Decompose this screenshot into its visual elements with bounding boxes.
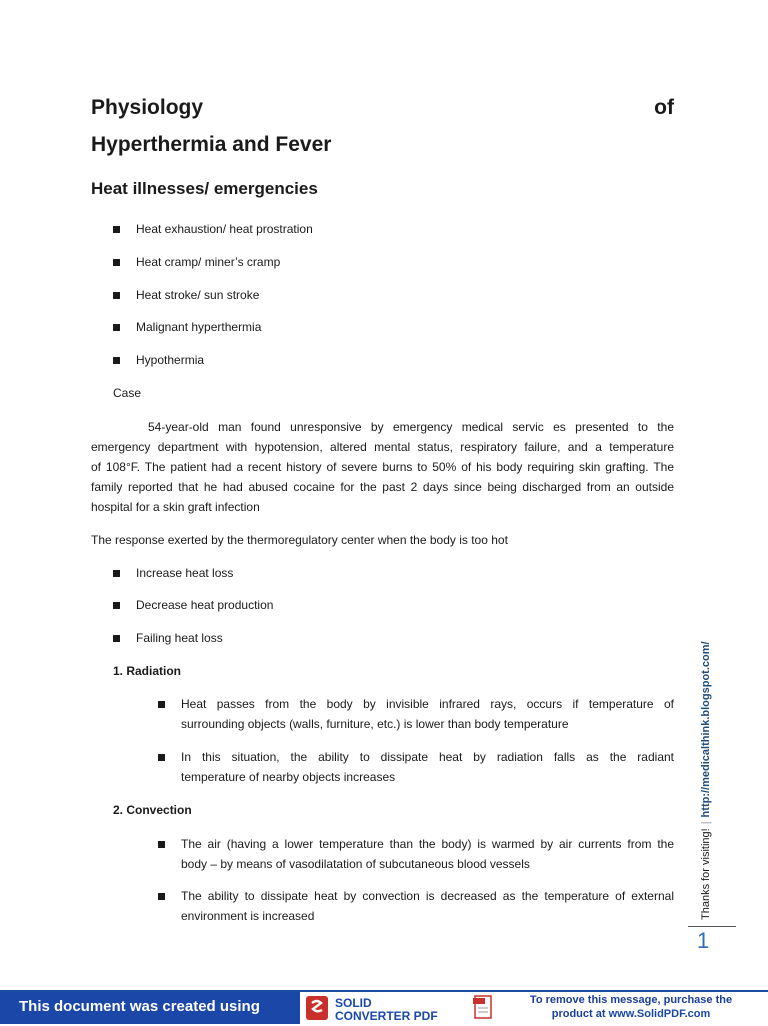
banner-right-line1: To remove this message, purchase the (529, 994, 733, 1006)
sidebar-url-link[interactable]: http://medicalthink.blogspot.com/ (700, 641, 712, 818)
case-line: emergency department with hypotension, altered mental status, respiratory failure, and a temperature (91, 440, 674, 454)
bullet-square (158, 754, 165, 761)
radiation-point (181, 747, 674, 787)
bullet-square (158, 893, 165, 900)
sidebar-separator: | (700, 821, 712, 825)
convection-point-line: The air (having a lower temperature than the body) is warmed by air currents from the (181, 837, 674, 851)
case-line: 54-year-old man found unresponsive by emergency medical servic es presented to the (148, 420, 674, 434)
list-item: Heat stroke/ sun stroke (136, 288, 260, 302)
response-intro: The response exerted by the thermoregulatory center when the body is too hot (91, 533, 508, 547)
page-number: 1 (697, 928, 710, 953)
bullet-square (158, 701, 165, 708)
radiation-heading: 1. Radiation (113, 664, 182, 678)
bullet-square (113, 324, 120, 331)
bullet-square (113, 259, 120, 266)
page-title-line-1 (91, 96, 674, 120)
bullet-square (158, 841, 165, 848)
case-paragraph (91, 417, 674, 517)
convection-point (181, 834, 674, 874)
section-heading: Heat illnesses/ emergencies (91, 179, 318, 198)
sidebar-thanks: Thanks for visiting! (700, 828, 712, 920)
bullet-square (113, 357, 120, 364)
convection-point (181, 886, 674, 926)
banner-right-line2 (505, 1007, 757, 1021)
radiation-point-line: surrounding objects (walls, furniture, etc.) is lower than body temperature (181, 717, 569, 731)
convection-point-line: body – by means of vasodilatation of subcutaneous blood vessels (181, 857, 530, 871)
bullet-square (113, 635, 120, 642)
list-item: Hypothermia (136, 353, 205, 367)
convection-point-line: environment is increased (181, 909, 315, 923)
page-number-rule (688, 926, 736, 927)
logo-text-bottom: CONVERTER PDF (335, 1009, 438, 1022)
list-item: Heat exhaustion/ heat prostration (136, 222, 313, 236)
bullet-square (113, 570, 120, 577)
case-line: of 108°F. The patient had a recent history of severe burns to 50% of his body requiring skin grafting. The (91, 460, 674, 474)
banner-purchase-message (505, 993, 757, 1021)
case-line: family reported that he had abused cocaine for the past 2 days since being discharged from an outside (91, 480, 674, 494)
list-item: Malignant hyperthermia (136, 320, 262, 334)
sidebar-vertical-text (700, 641, 712, 920)
banner-purchase-link[interactable]: www.SolidPDF.com (608, 1008, 711, 1020)
bullet-square (113, 292, 120, 299)
title-word-of: of (654, 96, 674, 119)
banner-left-text: This document was created using (19, 998, 260, 1015)
convection-point-line: The ability to dissipate heat by convection is decreased as the temperature of external (181, 889, 674, 903)
solid-converter-logo-icon[interactable] (305, 994, 497, 1022)
title-word-physiology: Physiology (91, 96, 204, 119)
logo-text-top: SOLID (335, 996, 372, 1010)
bullet-square (113, 226, 120, 233)
radiation-point-line: temperature of nearby objects increases (181, 770, 396, 784)
list-item: Decrease heat production (136, 598, 274, 612)
convection-heading: 2. Convection (113, 803, 192, 817)
page-title-line-2: Hyperthermia and Fever (91, 133, 332, 156)
list-item: Failing heat loss (136, 631, 223, 645)
banner-right-prefix: product at (551, 1008, 609, 1020)
radiation-point-line: Heat passes from the body by invisible infrared rays, occurs if temperature of (181, 697, 674, 711)
list-item: Increase heat loss (136, 566, 234, 580)
case-line: hospital for a skin graft infection (91, 500, 260, 514)
list-item: Heat cramp/ miner’s cramp (136, 255, 281, 269)
bullet-square (113, 602, 120, 609)
radiation-point (181, 694, 674, 734)
case-label: Case (113, 386, 142, 400)
radiation-point-line: In this situation, the ability to dissipate heat by radiation falls as the radiant (181, 750, 674, 764)
